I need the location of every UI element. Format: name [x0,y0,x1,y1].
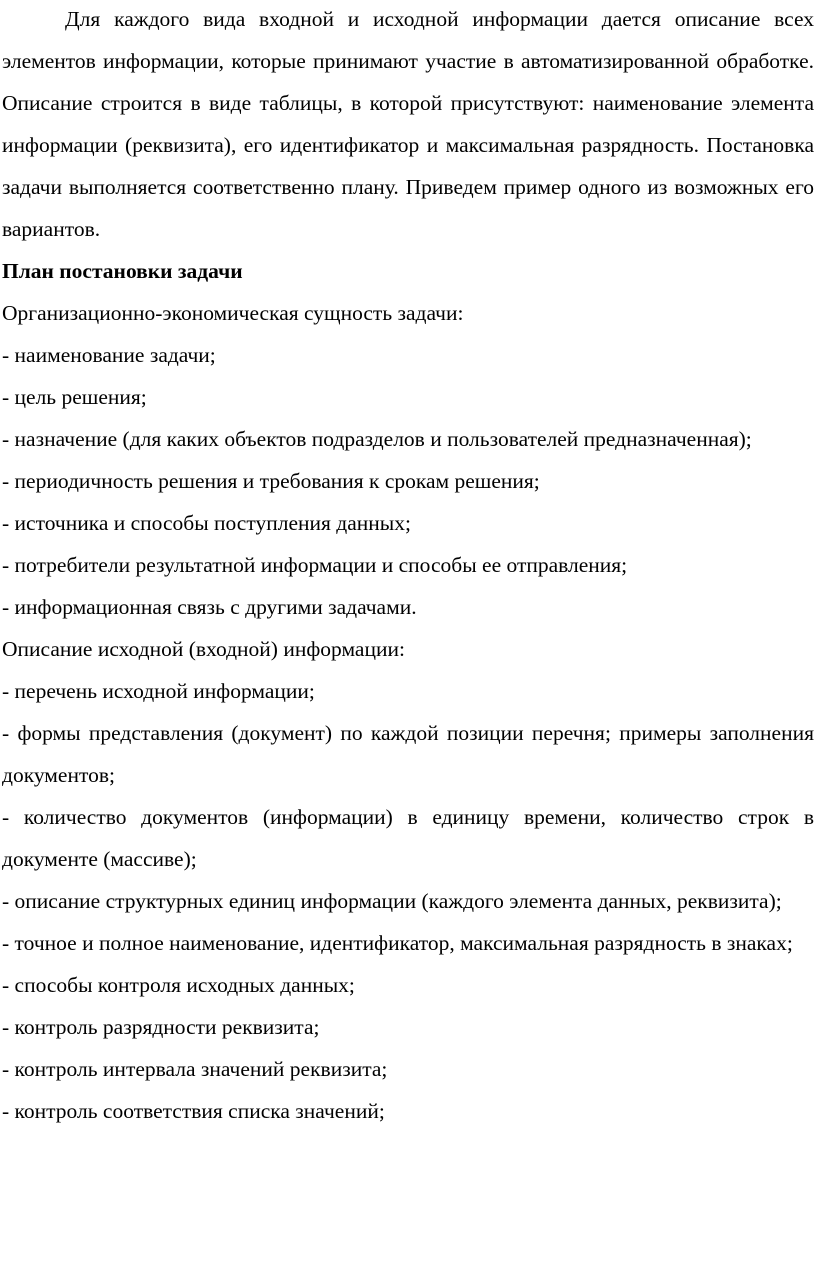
list-item: - информационная связь с другими задачами. [2,595,417,619]
list-item: - описание структурных единиц информации (каждого элемента данных, реквизита); [2,889,782,913]
list-item: - точное и полное наименование, идентификатор, максимальная разрядность в знаках; [2,931,793,955]
section2-list [2,670,814,1132]
list-item: - источника и способы поступления данных; [2,511,411,535]
section1-title: Организационно-экономическая сущность задачи: [2,301,464,325]
list-item: - способы контроля исходных данных; [2,973,355,997]
intro-paragraph: Для каждого вида входной и исходной информации дается описание всех элементов информации, которые принимают участие в автоматизированной обработке. Описание строится в виде таблицы, в которой присутствуют: наименование элемента информации (реквизита), его идентификатор и максимальная разрядность. Постановка задачи выполняется соответственно плану. Приведем пример одного из возможных его вариантов. [2,7,814,241]
section2-title: Описание исходной (входной) информации: [2,637,405,661]
list-item: - цель решения; [2,385,147,409]
list-item: - контроль интервала значений реквизита; [2,1057,388,1081]
list-item: - периодичность решения и требования к срокам решения; [2,469,540,493]
list-item: - количество документов (информации) в единицу времени, количество строк в документе (массиве); [2,805,814,871]
list-item: - назначение (для каких объектов подразделов и пользователей предназначенная); [2,427,752,451]
list-item: - наименование задачи; [2,343,216,367]
list-item: - контроль разрядности реквизита; [2,1015,320,1039]
list-item: - перечень исходной информации; [2,679,315,703]
section1-list [2,334,814,628]
list-item: - потребители результатной информации и способы ее отправления; [2,553,628,577]
document-page [2,0,814,1132]
list-item: - контроль соответствия списка значений; [2,1099,385,1123]
list-item: - формы представления (документ) по каждой позиции перечня; примеры заполнения документов; [2,721,814,787]
section-heading: План постановки задачи [2,259,243,283]
